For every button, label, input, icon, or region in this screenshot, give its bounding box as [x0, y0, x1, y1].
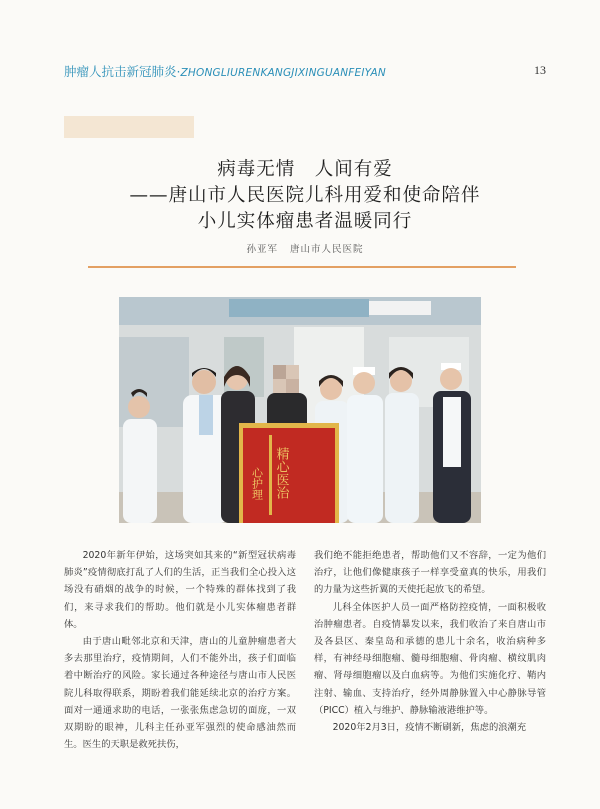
running-title: [64, 62, 386, 80]
paragraph-4: 2020年2月3日，疫情不断刷新，焦虑的浪潮充: [332, 722, 527, 734]
paragraph-3: 儿科全体医护人员一面严格防控疫情，一面积极收治肿瘤患者。自疫情暴发以来，我们收治了来自唐山市及各县区、秦皇岛和承德的患儿十余名，收治病种多样，有神经母细胞瘤、髓母细胞瘤、骨肉瘤、横纹肌肉瘤、肾母细胞瘤以及白血病等。为他们实施化疗、鞘内注射、输血、支持治疗，经外周静脉置入中心静脉导管（PICC）植入与维护、静脉输液港维护等。: [314, 601, 546, 716]
banner-text-2: 心护理: [250, 467, 264, 500]
author-affiliation: 唐山市人民医院: [290, 244, 364, 255]
title-line-3: 小儿实体瘤患者温暖同行: [197, 211, 413, 232]
author-name: 孙亚军: [246, 244, 278, 255]
body-text: [64, 547, 546, 792]
section-tag-block: [64, 116, 194, 138]
running-header: [64, 62, 546, 82]
title-line-1: 病毒无情 人间有爱: [217, 159, 393, 180]
page-number: 13: [534, 63, 546, 77]
paragraph-1: 2020年新年伊始，这场突如其来的“新型冠状病毒肺炎”疫情彻底打乱了人们的生活，正当我们全心投入这场没有硝烟的战争的时候，一个特殊的群体找到了我们，来寻求我们的帮助。他们就是小儿实体瘤患者群体。: [64, 550, 296, 630]
article-title: [64, 157, 546, 235]
left-column: [64, 547, 296, 753]
paragraph-2-continued: 我们绝不能拒绝患者，帮助他们又不容辞，一定为他们治疗，让他们像健康孩子一样享受童真的快乐，用我们的力量为这些折翼的天使托起放飞的希望。: [314, 550, 546, 596]
group-photo: [119, 297, 481, 523]
paragraph-2: 由于唐山毗邻北京和天津，唐山的儿童肿瘤患者大多去那里治疗，疫情期间，人们不能外出，孩子们面临着中断治疗的风险。家长通过各种途径与唐山市人民医院儿科取得联系，期盼着我们能延续北京的治疗方案。面对一通通求助的电话，一张张焦虑急切的面庞，一双双期盼的眼神，儿科主任孙亚军强烈的使命感油然而生。医生的天职是救死扶伤，: [64, 636, 296, 751]
banner-text: 精心医治: [273, 447, 289, 499]
right-column: [314, 547, 546, 736]
title-divider: [88, 266, 516, 268]
running-title-latin: ZHONGLIURENKANGJIXINGUANFEIYAN: [180, 67, 386, 79]
title-line-2: ——唐山市人民医院儿科用爱和使命陪伴: [129, 185, 481, 206]
byline: [64, 241, 546, 255]
running-title-cn: 肿瘤人抗击新冠肺炎·: [64, 64, 181, 79]
